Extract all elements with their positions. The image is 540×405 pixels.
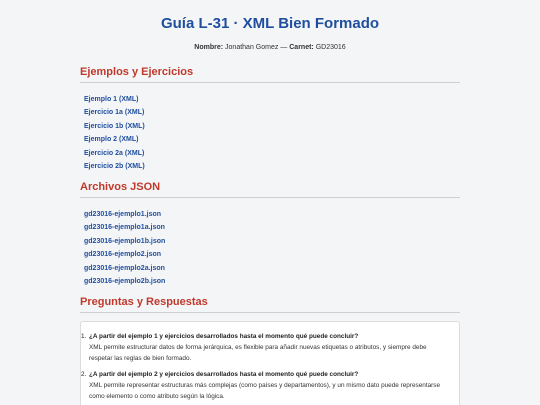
list-item [84, 205, 165, 218]
list-item [84, 232, 165, 245]
list-item [84, 103, 145, 116]
list-item [84, 90, 145, 103]
list-item [84, 259, 165, 272]
list-item [84, 245, 165, 258]
json-link-list [84, 205, 165, 285]
examples-link-list [84, 90, 145, 170]
list-item [84, 218, 165, 231]
answer-text: XML permite representar estructuras más complejas (como países y departamentos), y un mismo dato puede representarse como elemento o como atributo según la lógica. [89, 382, 441, 400]
list-item [84, 144, 145, 157]
carnet-value: GD23016 [315, 44, 346, 51]
exercise-1a-link[interactable]: Ejercicio 1a (XML) [84, 109, 145, 117]
name-label: Nombre: [194, 44, 224, 51]
answer-text: XML permite estructurar datos de forma jerárquica, es flexible para añadir nuevas etiquetas o atributos, y siempre debe respetar las reglas de bien formado. [89, 344, 427, 362]
qa-list [81, 331, 451, 405]
example-1-link[interactable]: Ejemplo 1 (XML) [84, 96, 139, 103]
exercise-2b-link[interactable]: Ejercicio 2b (XML) [84, 162, 145, 170]
json-ejemplo2-link[interactable]: gd23016-ejemplo2.json [84, 251, 162, 259]
exercise-1b-link[interactable]: Ejercicio 1b (XML) [84, 122, 145, 130]
question-text: ¿A partir del ejemplo 1 y ejercicios desarrollados hasta el momento qué puede concluir? [89, 333, 359, 340]
carnet-label: Carnet: [289, 44, 314, 51]
json-ejemplo1-link[interactable]: gd23016-ejemplo1.json [84, 211, 162, 218]
json-ejemplo1a-link[interactable]: gd23016-ejemplo1a.json [84, 224, 165, 232]
json-divider [80, 197, 460, 198]
examples-divider [80, 82, 460, 83]
separator: — [280, 44, 288, 51]
json-ejemplo2b-link[interactable]: gd23016-ejemplo2b.json [84, 277, 166, 285]
example-2-link[interactable]: Ejemplo 2 (XML) [84, 136, 139, 144]
qa-section-title: Preguntas y Respuestas [80, 296, 208, 308]
name-value: Jonathan Gomez [225, 44, 279, 51]
qa-divider [80, 312, 460, 313]
qa-item [81, 369, 451, 402]
qa-item [81, 331, 451, 364]
page-title: Guía L-31 · XML Bien Formado [160, 15, 380, 32]
json-ejemplo2a-link[interactable]: gd23016-ejemplo2a.json [84, 264, 165, 272]
exercise-2a-link[interactable]: Ejercicio 2a (XML) [84, 149, 145, 157]
question-number: 1. [81, 333, 87, 340]
question-number: 2. [81, 371, 87, 378]
list-item [84, 130, 145, 143]
list-item [84, 117, 145, 130]
question-text: ¿A partir del ejemplo 2 y ejercicios desarrollados hasta el momento qué puede concluir? [89, 371, 359, 378]
list-item [84, 157, 145, 170]
student-info [0, 44, 540, 51]
json-section-title: Archivos JSON [80, 181, 161, 193]
list-item [84, 272, 165, 285]
json-ejemplo1b-link[interactable]: gd23016-ejemplo1b.json [84, 237, 166, 245]
examples-section-title: Ejemplos y Ejercicios [80, 66, 194, 78]
